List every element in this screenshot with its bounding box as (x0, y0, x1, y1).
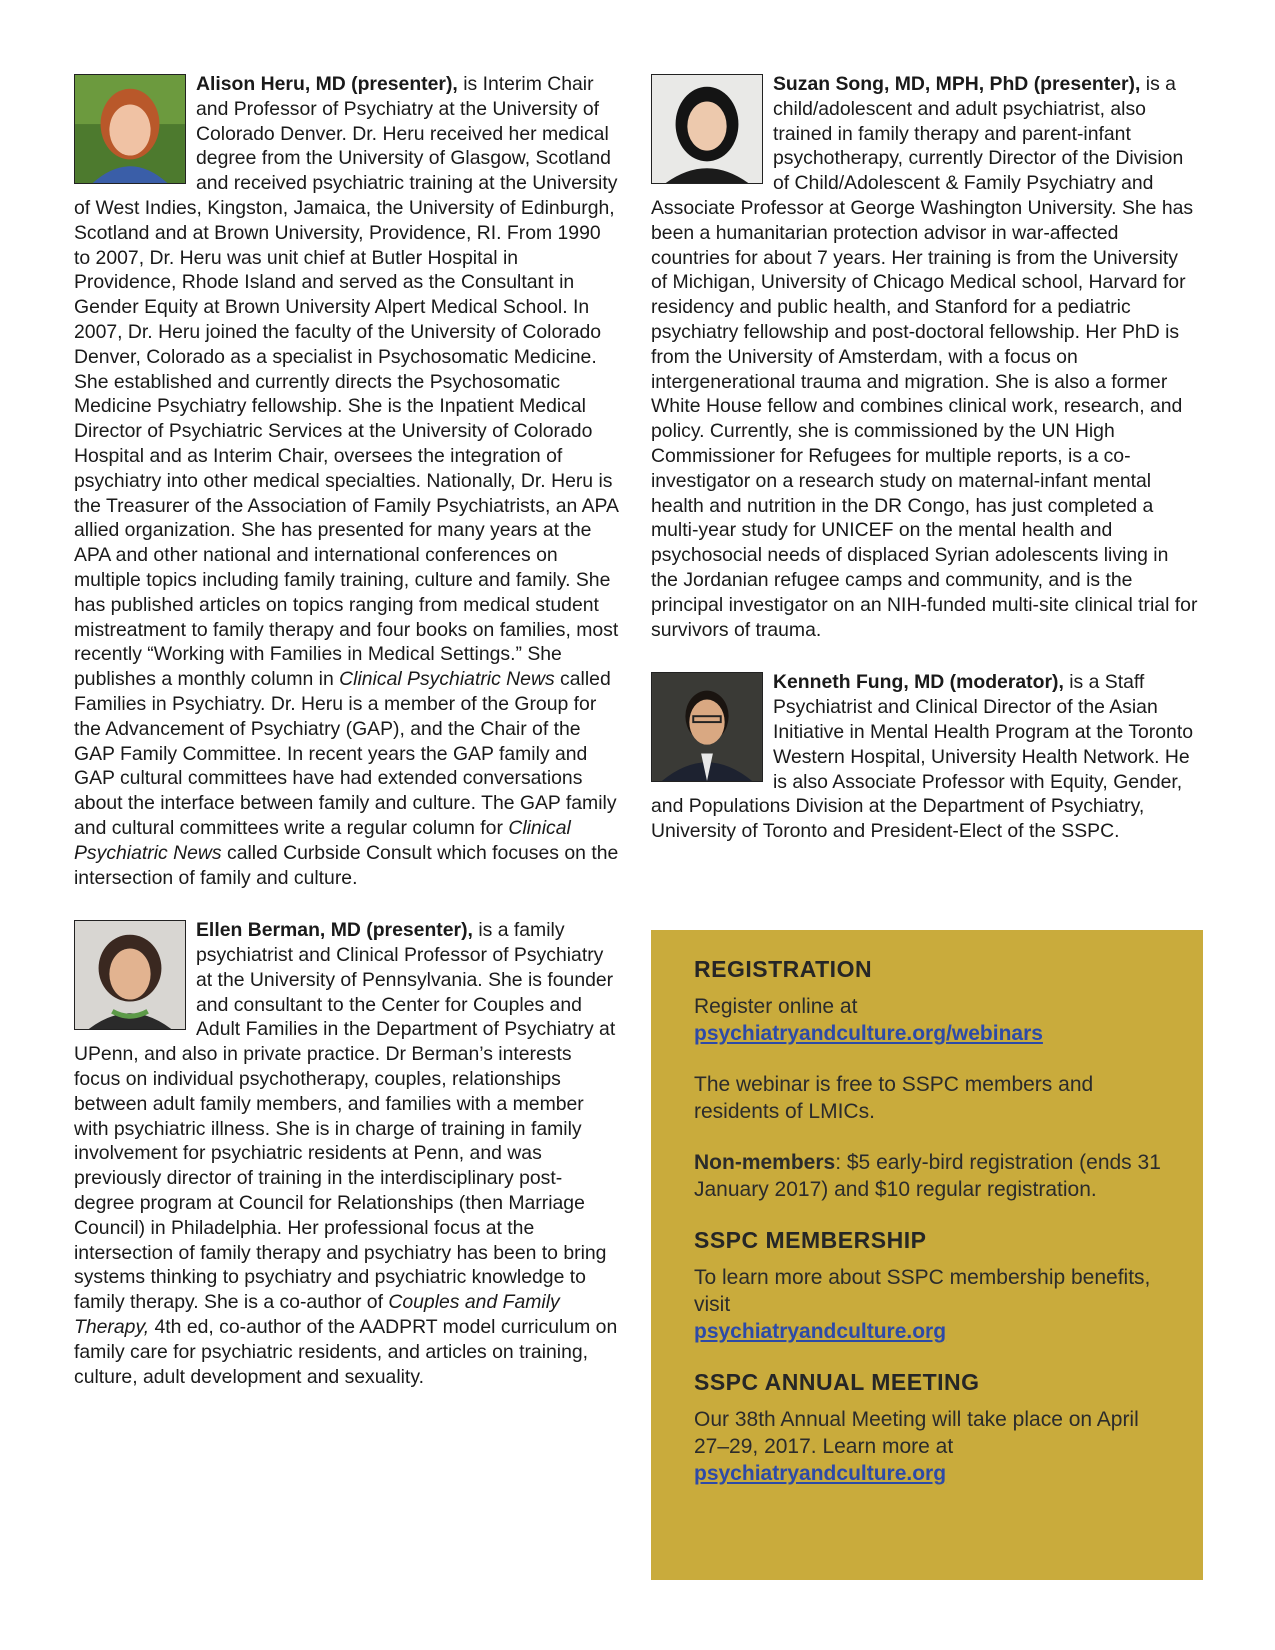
portrait-photo-heru (74, 74, 186, 184)
registration-section: REGISTRATION Register online at psychiatryandculture.org/webinars The webinar is free to SSPC members and residents of LMICs. Non-members: $5 early-bird registration (ends 31 January 2017) and $10 regular registration. (694, 956, 1163, 1203)
left-column (74, 72, 622, 1389)
right-column (651, 72, 1199, 844)
membership-heading: SSPC MEMBERSHIP (694, 1227, 927, 1253)
bio-fung: Kenneth Fung, MD (moderator), is a Staff Psychiatrist and Clinical Director of the Asian Initiative in Mental Health Program at the Toronto Western Hospital, University Health Network. He is also Associate Professor with Equity, Gender, and Populations Division at the Department of Psychiatry, University of Toronto and President-Elect of the SSPC. (651, 671, 1193, 843)
portrait-photo-fung (651, 672, 763, 782)
bio-name: Alison Heru, MD (presenter), (196, 73, 458, 95)
meeting-section: SSPC ANNUAL MEETING Our 38th Annual Meeting will take place on April 27–29, 2017. Learn more at psychiatryandculture.org (694, 1369, 1163, 1487)
membership-link[interactable]: psychiatryandculture.org (694, 1320, 947, 1343)
membership-section: SSPC MEMBERSHIP To learn more about SSPC membership benefits, visit psychiatryandculture.org (694, 1227, 1163, 1345)
info-panel (651, 930, 1203, 1580)
bio-name: Suzan Song, MD, MPH, PhD (presenter), (773, 73, 1141, 95)
bio-song: Suzan Song, MD, MPH, PhD (presenter), is a child/adolescent and adult psychiatrist, also trained in family therapy and parent-infant psychotherapy, currently Director of the Division of Child/Adolescent & Family Psychiatry and Associate Professor at George Washington University. She has been a humanitarian protection advisor in war-affected countries for about 7 years. Her training is from the University of Michigan, University of Chicago Medical school, Harvard for residency and public health, and Stanford for a pediatric psychiatry fellowship and post-doctoral fellowship. Her PhD is from the University of Amsterdam, with a focus on intergenerational trauma and migration. She is also a former White House fellow and combines clinical work, research, and policy. Currently, she is commissioned by the UN High Commissioner for Refugees for multiple reports, is a co-investigator on a research study on maternal-infant mental health and nutrition in the DR Congo, has just completed a multi-year study for UNICEF on the mental health and psychosocial needs of displaced Syrian adolescents living in the Jordanian refugee camps and community, and is the principal investigator on an NIH-funded multi-site clinical trial for survivors of trauma. (651, 73, 1198, 641)
meeting-heading: SSPC ANNUAL MEETING (694, 1369, 980, 1395)
bio-name: Kenneth Fung, MD (moderator), (773, 671, 1064, 694)
bio-berman: Ellen Berman, MD (presenter), is a family psychiatrist and Clinical Professor of Psychiatry at the University of Pennsylvania. She is founder and consultant to the Center for Couples and Adult Families in the Department of Psychiatry at UPenn, and also in private practice. Dr Berman’s interests focus on individual psychotherapy, couples, relationships between adult family members, and families with a member with psychiatric illness. She is in charge of training in family involvement for psychiatric residents at Penn, and was previously director of training in the interdisciplinary post-degree program at Council for Relationships (then Marriage Council) in Philadelphia. Her professional focus at the intersection of family therapy and psychiatry has been to bring systems thinking to psychiatry and psychiatric knowledge to family therapy. She is a co-author of Couples and Family Therapy, 4th ed, co-author of the AADPRT model curriculum on family care for psychiatric residents, and articles on training, culture, adult development and sexuality. (74, 919, 618, 1388)
portrait-photo-song (651, 74, 763, 184)
portrait-photo-berman (74, 920, 186, 1030)
meeting-link[interactable]: psychiatryandculture.org (694, 1462, 947, 1485)
free-note: The webinar is free to SSPC members and residents of LMICs. (694, 1073, 1094, 1123)
bio-heru: Alison Heru, MD (presenter), is Interim Chair and Professor of Psychiatry at the University of Colorado Denver. Dr. Heru received her medical degree from the University of Glasgow, Scotland and received psychiatric training at the University of West Indies, Kingston, Jamaica, the University of Edinburgh, Scotland and at Brown University, Providence, RI. From 1990 to 2007, Dr. Heru was unit chief at Butler Hospital in Providence, Rhode Island and served as the Consultant in Gender Equity at Brown University Alpert Medical School. In 2007, Dr. Heru joined the faculty of the University of Colorado Denver, Colorado as a specialist in Psychosomatic Medicine. She established and currently directs the Psychosomatic Medicine Psychiatry fellowship. She is the Inpatient Medical Director of Psychiatric Services at the University of Colorado Hospital and as Interim Chair, oversees the integration of psychiatry into other medical specialties. Nationally, Dr. Heru is the Treasurer of the Association of Family Psychiatrists, an APA allied organization. She has presented for many years at the APA and other national and international conferences on multiple topics including family training, culture and family. She has published articles on topics ranging from medical student mistreatment to family therapy and four books on families, most recently “Working with Families in Medical Settings.” She publishes a monthly column in Clinical Psychiatric News called Families in Psychiatry. Dr. Heru is a member of the Group for the Advancement of Psychiatry (GAP), and the Chair of the GAP Family Committee. In recent years the GAP family and GAP cultural committees have had extended conversations about the interface between family and culture. The GAP family and cultural committees write a regular column for Clinical Psychiatric News called Curbside Consult which focuses on the intersection of family and culture. (74, 73, 619, 889)
bio-name: Ellen Berman, MD (presenter), (196, 919, 473, 942)
registration-link[interactable]: psychiatryandculture.org/webinars (694, 1022, 1043, 1045)
registration-heading: REGISTRATION (694, 956, 873, 982)
